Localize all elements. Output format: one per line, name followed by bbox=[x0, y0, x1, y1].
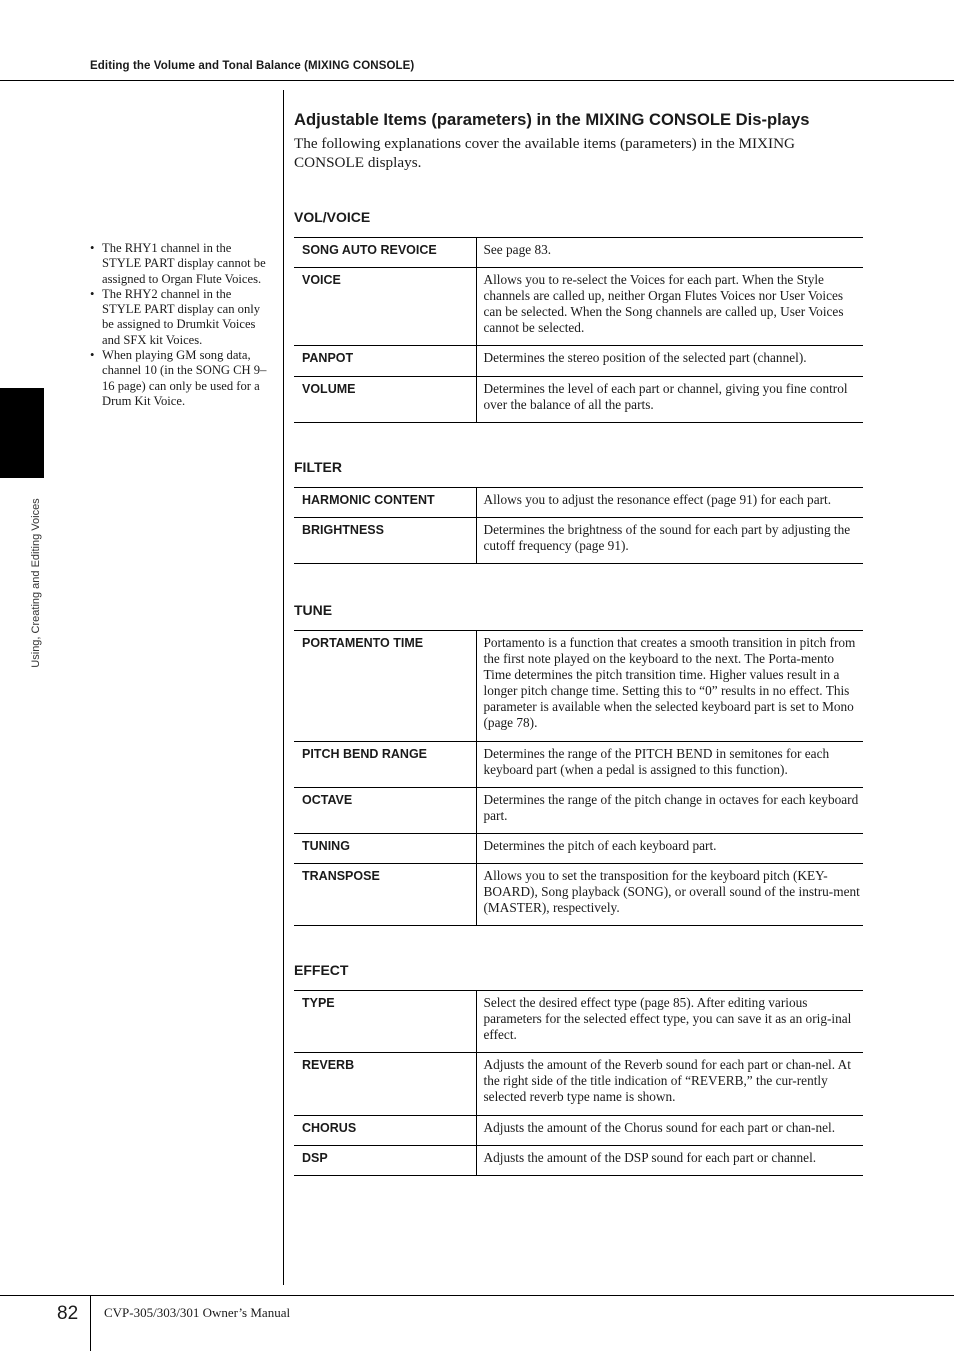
table-row bbox=[294, 1115, 863, 1145]
section-title-filter: FILTER bbox=[294, 459, 342, 475]
param-desc: Determines the stereo position of the selected part (channel). bbox=[476, 346, 863, 376]
page-number: 82 bbox=[57, 1303, 79, 1324]
tune-table bbox=[294, 630, 863, 926]
footer-rule bbox=[0, 1295, 954, 1296]
param-desc: Adjusts the amount of the Reverb sound for each part or chan-nel. At the right side of the title indication of “REVERB,” the cur-rently selected reverb type name is shown. bbox=[476, 1053, 863, 1115]
param-name: DSP bbox=[294, 1145, 476, 1175]
note-item: • The RHY1 channel in the STYLE PART display cannot be assigned to Organ Flute Voices. bbox=[90, 241, 272, 287]
param-name: PANPOT bbox=[294, 346, 476, 376]
footer-divider bbox=[90, 1295, 91, 1351]
table-row bbox=[294, 346, 863, 376]
param-desc: Allows you to set the transposition for the keyboard pitch (KEY-BOARD), Song playback (SONG), or overall sound of the instru-ment (MASTER), respectively. bbox=[476, 864, 863, 926]
table-row bbox=[294, 787, 863, 833]
manual-title: CVP-305/303/301 Owner’s Manual bbox=[104, 1305, 291, 1320]
param-name: CHORUS bbox=[294, 1115, 476, 1145]
chapter-tab bbox=[0, 388, 44, 478]
param-name: TRANSPOSE bbox=[294, 864, 476, 926]
section-title-vol-voice: VOL/VOICE bbox=[294, 209, 371, 225]
intro-paragraph: The following explanations cover the available items (parameters) in the MIXING CONSOLE displays. bbox=[294, 135, 796, 171]
note-item: • When playing GM song data, channel 10 (in the SONG CH 9–16 page) can only be used for a Drum Kit Voice. bbox=[90, 348, 272, 409]
param-desc: Select the desired effect type (page 85). After editing various parameters for the selected effect type, you can save it as an orig-inal effect. bbox=[476, 991, 863, 1053]
margin-notes bbox=[90, 241, 272, 409]
table-row bbox=[294, 741, 863, 787]
param-name: VOLUME bbox=[294, 376, 476, 422]
table-row bbox=[294, 238, 863, 268]
param-name: PORTAMENTO TIME bbox=[294, 631, 476, 742]
param-name: TUNING bbox=[294, 833, 476, 863]
section-title-tune: TUNE bbox=[294, 602, 333, 618]
table-row bbox=[294, 1145, 863, 1175]
table-row bbox=[294, 488, 863, 518]
table-row bbox=[294, 864, 863, 926]
running-head: Editing the Volume and Tonal Balance (MIXING CONSOLE) bbox=[90, 60, 415, 72]
param-desc: Adjusts the amount of the Chorus sound for each part or chan-nel. bbox=[476, 1115, 863, 1145]
param-desc: Determines the brightness of the sound for each part by adjusting the cutoff frequency (page 91). bbox=[476, 518, 863, 564]
param-desc: Determines the pitch of each keyboard part. bbox=[476, 833, 863, 863]
param-desc: See page 83. bbox=[476, 238, 863, 268]
param-desc: Determines the range of the PITCH BEND in semitones for each keyboard part (when a pedal is assigned to this function). bbox=[476, 741, 863, 787]
note-item: • The RHY2 channel in the STYLE PART display can only be assigned to Drumkit Voices and SFX kit Voices. bbox=[90, 287, 272, 348]
table-row bbox=[294, 268, 863, 346]
param-desc: Allows you to re-select the Voices for each part. When the Style channels are called up, neither Organ Flutes Voices nor User Voices can be selected. When the Song channels are called up, User Voices cannot be selected. bbox=[476, 268, 863, 346]
table-row bbox=[294, 518, 863, 564]
table-row bbox=[294, 1053, 863, 1115]
effect-table bbox=[294, 990, 863, 1176]
table-row bbox=[294, 376, 863, 422]
table-row bbox=[294, 631, 863, 742]
filter-table bbox=[294, 487, 863, 564]
param-desc: Determines the range of the pitch change in octaves for each keyboard part. bbox=[476, 787, 863, 833]
main-content bbox=[294, 109, 863, 172]
section-title-effect: EFFECT bbox=[294, 962, 349, 978]
param-name: REVERB bbox=[294, 1053, 476, 1115]
param-desc: Allows you to adjust the resonance effect (page 91) for each part. bbox=[476, 488, 863, 518]
vol-voice-table bbox=[294, 237, 863, 423]
param-name: TYPE bbox=[294, 991, 476, 1053]
param-name: OCTAVE bbox=[294, 787, 476, 833]
param-desc: Adjusts the amount of the DSP sound for each part or channel. bbox=[476, 1145, 863, 1175]
param-desc: Portamento is a function that creates a smooth transition in pitch from the first note played on the keyboard to the next. The Porta-mento Time determines the pitch transition time. Higher values result in a longer pitch change time. Setting this to “0” results in no effect. This parameter is available when the selected keyboard part is set to Mono (page 78). bbox=[476, 631, 863, 742]
param-name: PITCH BEND RANGE bbox=[294, 741, 476, 787]
param-name: HARMONIC CONTENT bbox=[294, 488, 476, 518]
param-name: SONG AUTO REVOICE bbox=[294, 238, 476, 268]
table-row bbox=[294, 833, 863, 863]
page-heading: Adjustable Items (parameters) in the MIXING CONSOLE Dis-plays bbox=[294, 110, 810, 129]
table-row bbox=[294, 991, 863, 1053]
chapter-label: Using, Creating and Editing Voices bbox=[30, 498, 42, 668]
param-desc: Determines the level of each part or channel, giving you fine control over the balance of all the parts. bbox=[476, 376, 863, 422]
param-name: VOICE bbox=[294, 268, 476, 346]
column-divider bbox=[283, 90, 284, 1285]
header-rule bbox=[0, 80, 954, 81]
param-name: BRIGHTNESS bbox=[294, 518, 476, 564]
